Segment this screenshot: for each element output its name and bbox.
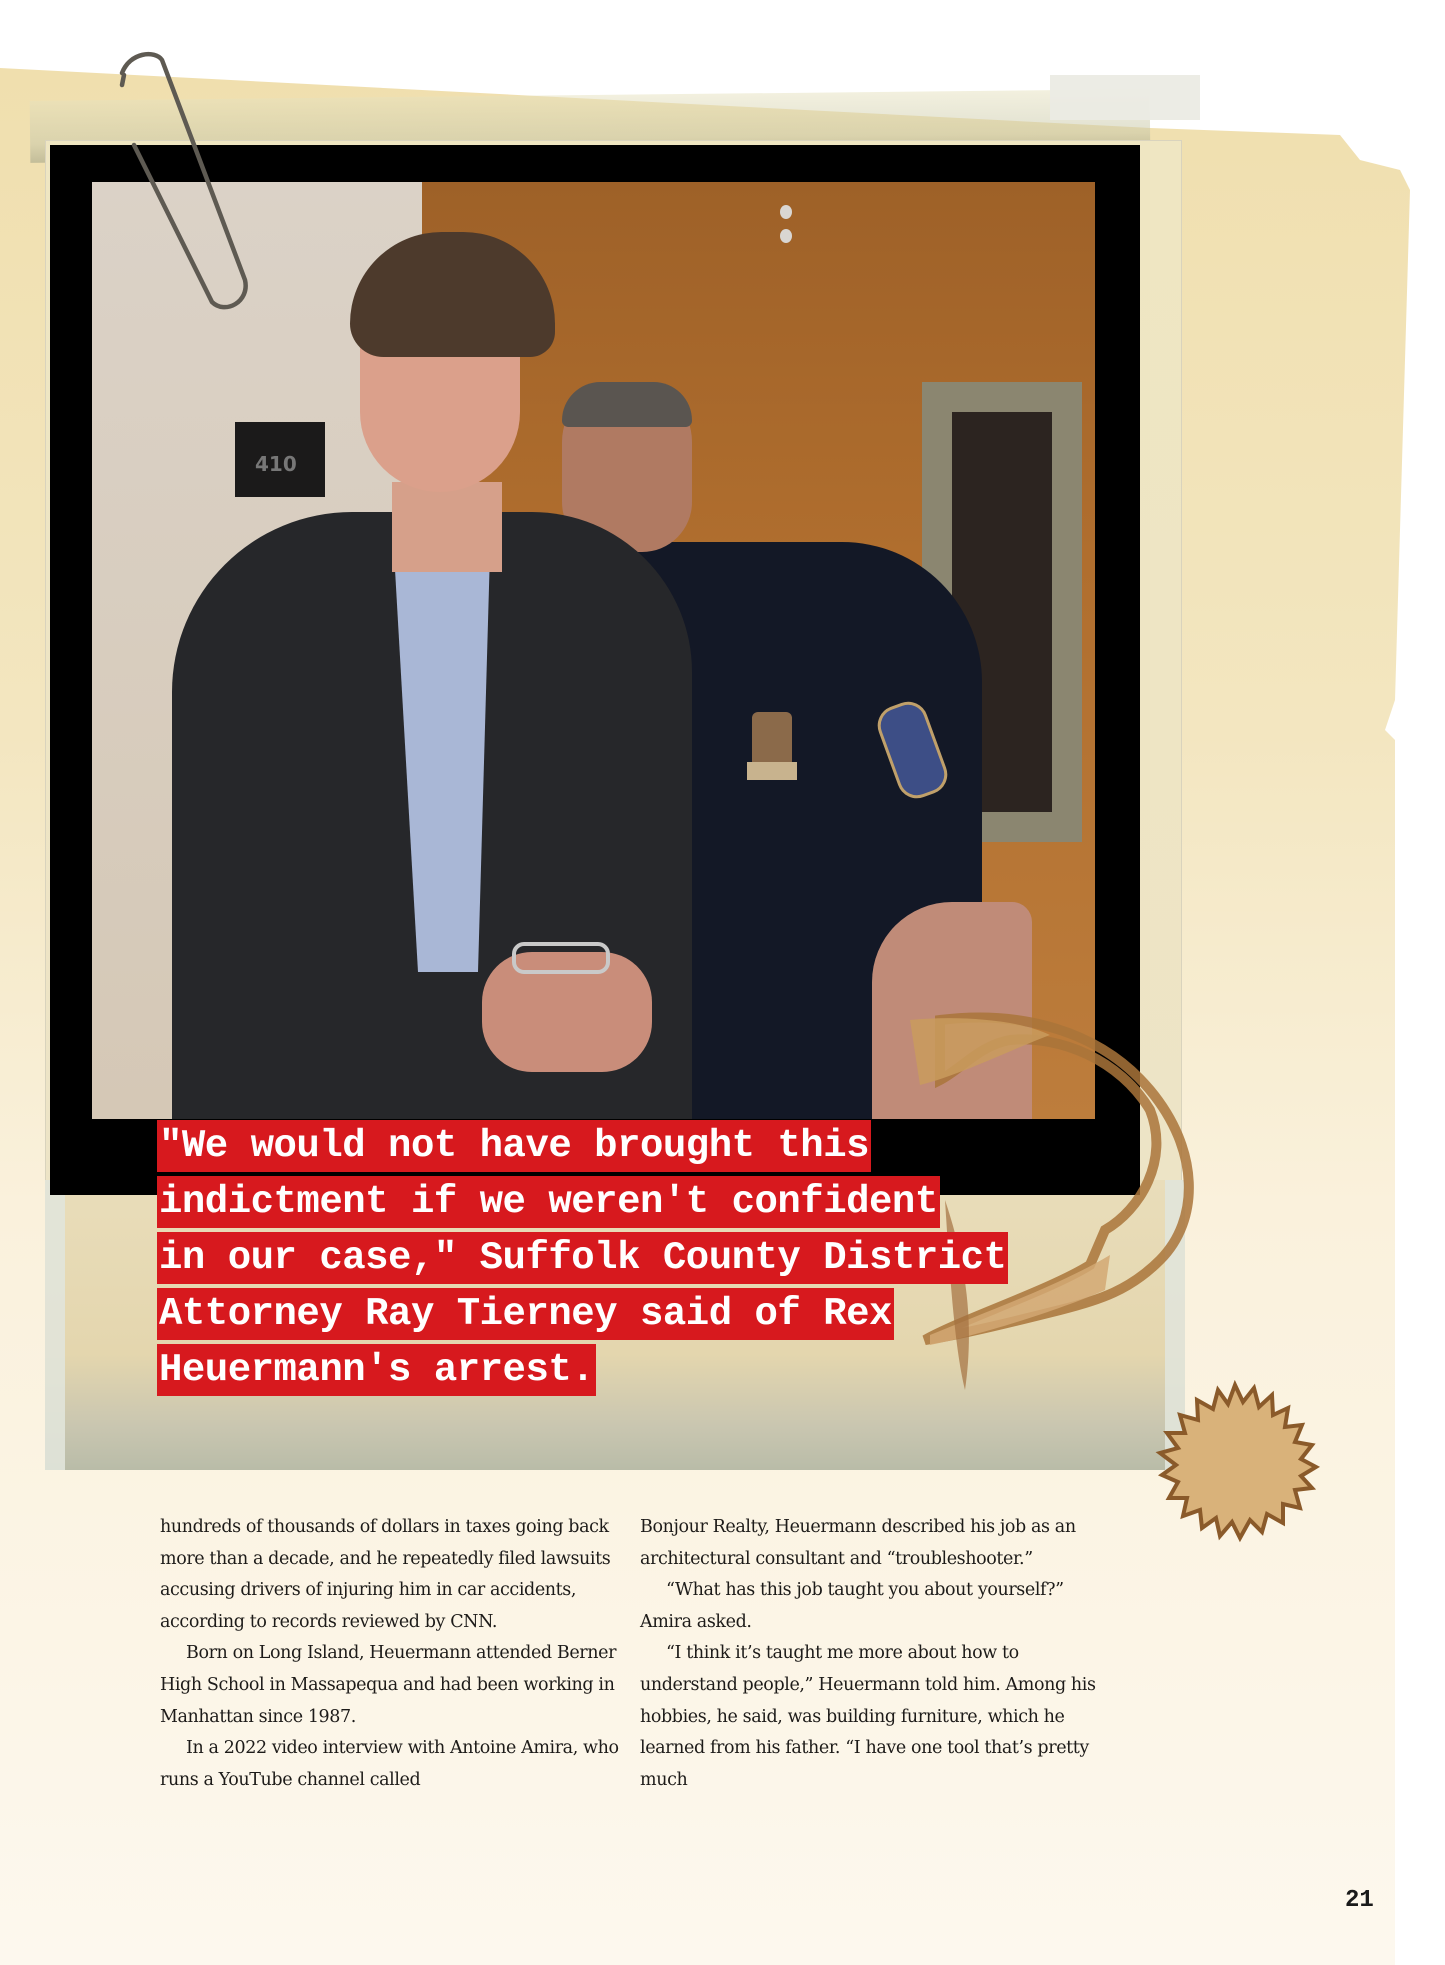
photo-officer-hair: [562, 382, 692, 427]
photo-man-neck: [392, 482, 502, 572]
article-paragraph: “I think it’s taught me more about how to understand people,” Heuermann told him. Among his hobbies, he said, was building furniture, which he learned from his father. “I have one tool that’s pretty much: [640, 1643, 1096, 1790]
room-sign-number: 410: [255, 452, 297, 476]
room-sign: [235, 422, 325, 497]
handcuffs: [512, 942, 610, 974]
arrest-photo: [92, 182, 1095, 1119]
article-column-left: [160, 1512, 630, 1796]
pull-quote-line: Heuermann's arrest.: [157, 1344, 596, 1396]
photo-door-screw: [780, 229, 792, 243]
paperclip-icon: [100, 40, 250, 320]
article-column-right: [640, 1512, 1110, 1796]
article-paragraph: hundreds of thousands of dollars in taxes going back more than a decade, and he repeatedly filed lawsuits accusing drivers of injuring him in car accidents, according to records reviewed by CNN.: [160, 1517, 611, 1632]
article-paragraph: Bonjour Realty, Heuermann described his job as an architectural consultant and “troubleshooter.”: [640, 1517, 1076, 1569]
officer-badge: [752, 712, 792, 767]
pull-quote-line: in our case," Suffolk County District: [157, 1232, 1008, 1284]
photo-door-screw: [780, 205, 792, 219]
officer-nametag: [747, 762, 797, 780]
page-number: 21: [1345, 1887, 1374, 1914]
article-paragraph: In a 2022 video interview with Antoine Amira, who runs a YouTube channel called: [160, 1738, 619, 1790]
coffee-drop-stain: [1150, 1380, 1320, 1550]
article-paragraph: “What has this job taught you about yourself?” Amira asked.: [640, 1580, 1064, 1632]
pull-quote-line: Attorney Ray Tierney said of Rex: [157, 1288, 894, 1340]
tape-strip-corner: [1050, 75, 1200, 120]
pull-quote-line: indictment if we weren't confident: [157, 1176, 940, 1228]
article-paragraph: Born on Long Island, Heuermann attended Berner High School in Massapequa and had been working in Manhattan since 1987.: [160, 1643, 617, 1727]
pull-quote: [157, 1120, 1057, 1400]
pull-quote-line: "We would not have brought this: [157, 1120, 871, 1172]
